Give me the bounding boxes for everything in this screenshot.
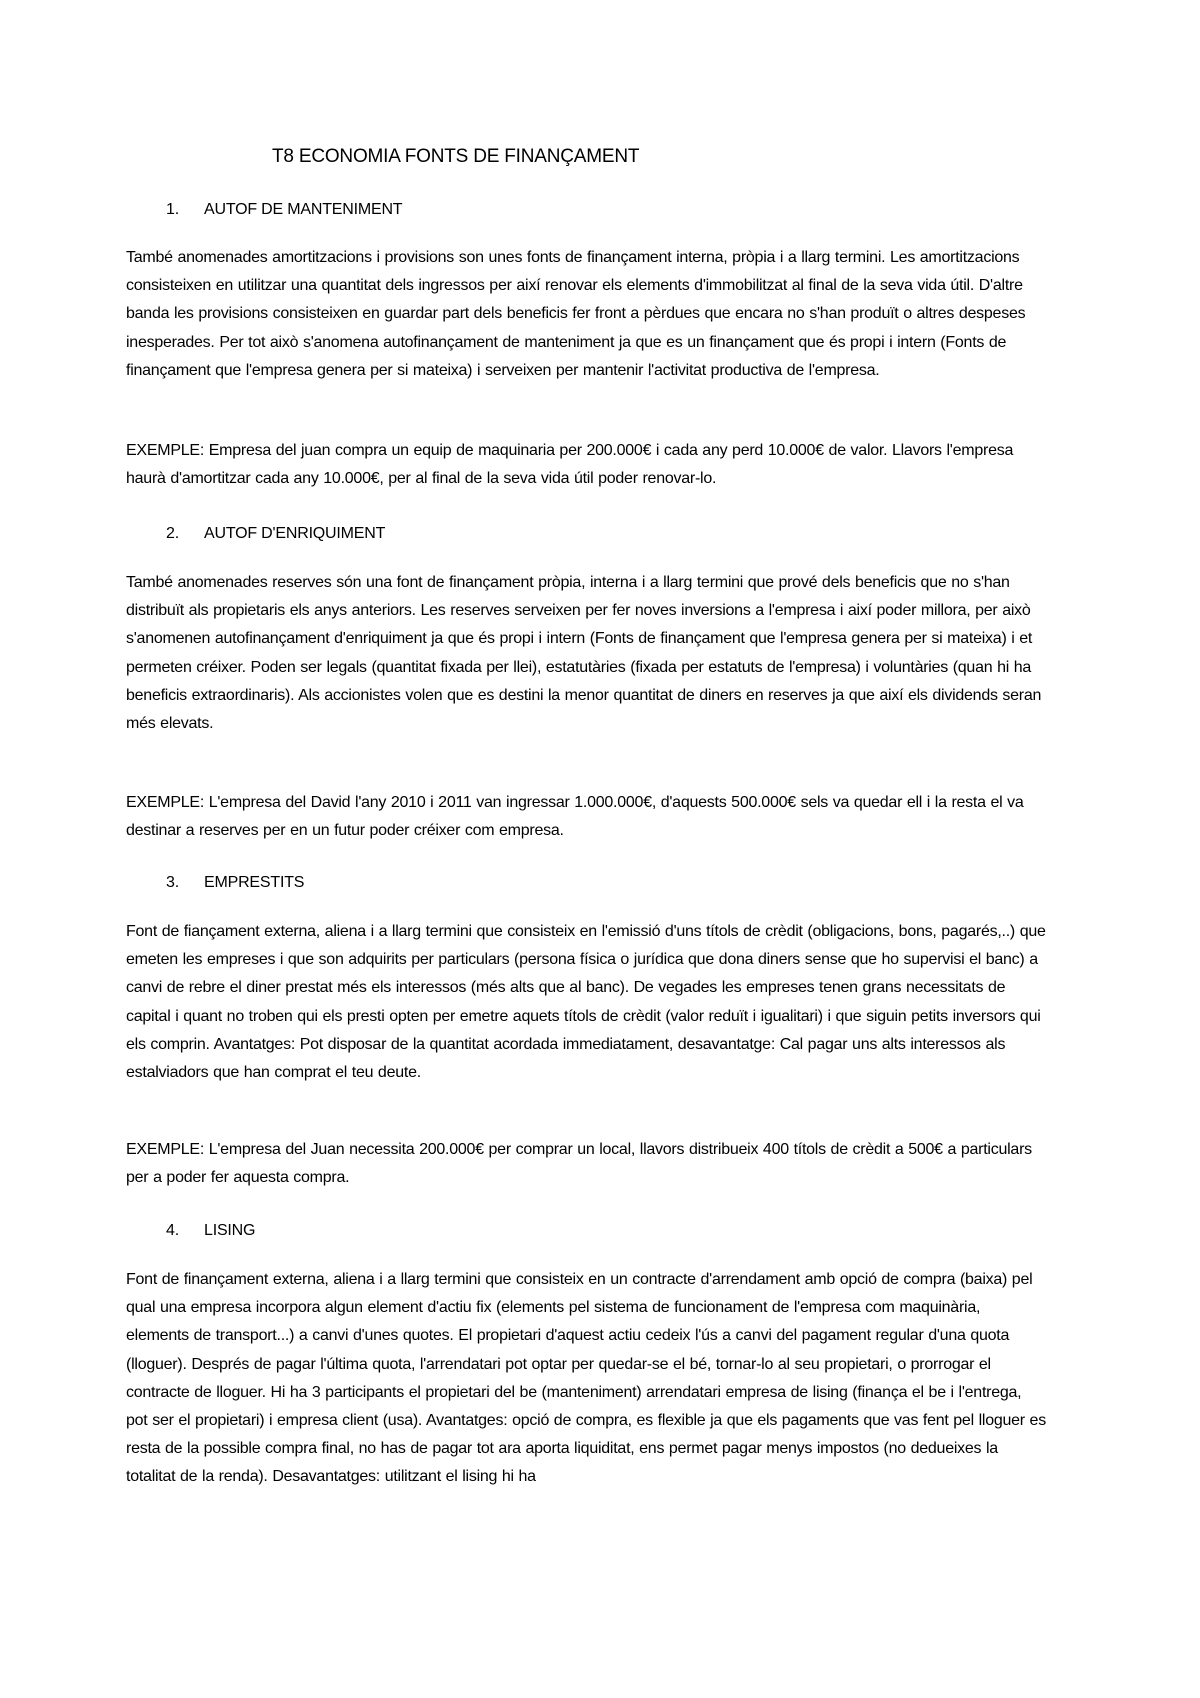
section-heading-text: EMPRESTITS (204, 874, 305, 891)
paragraph: També anomenades amortitzacions i provisions son unes fonts de finançament interna, pròpia i a llarg termini. Les amortitzacions consisteixen en utilitzar una quantitat dels ingressos per així renovar els elements d'immobilitzat al final de la seva vida útil. D'altre banda les provisions consisteixen en guardar part dels beneficis fer front a pèrdues que encara no s'han produït o altres despeses inesperades. Per tot això s'anomena autofinançament de manteniment ja que es un finançament que és propi i intern (Fonts de finançament que l'empresa genera per si mateixa) i serveixen per mantenir l'activitat productiva de l'empresa. (126, 249, 1026, 379)
paragraph: També anomenades reserves són una font de finançament pròpia, interna i a llarg termini que prové dels beneficis que no s'han distribuït als propietaris els anys anteriors. Les reserves serveixen per fer noves inversions a l'empresa i així poder millora, per això s'anomenen autofinançament d'enriquiment ja que és propi i intern (Fonts de finançament que l'empresa genera per si mateixa) i et permeten créixer. Poden ser legals (quantitat fixada per llei), estatutàries (fixada per estatuts de l'empresa) i voluntàries (quan hi ha beneficis extraordinaris). Als accionistes volen que es destini la menor quantitat de diners en reserves ja que així els dividends seran més elevats. (126, 574, 1042, 733)
section-heading-text: AUTOF D'ENRIQUIMENT (204, 525, 386, 542)
section-number: 3. (166, 874, 179, 891)
document-title: T8 ECONOMIA FONTS DE FINANÇAMENT (272, 146, 640, 167)
section-heading-2 (166, 525, 385, 543)
paragraph: Font de finançament externa, aliena i a llarg termini que consisteix en un contracte d'arrendament amb opció de compra (baixa) pel qual una empresa incorpora algun element d'actiu fix (elements pel sistema de funcionament de l'empresa com maquinària, elements de transport...) a canvi d'unes quotes. El propietari d'aquest actiu cedeix l'ús a canvi del pagament regular d'una quota (lloguer). Després de pagar l'última quota, l'arrendatari pot optar per quedar-se el bé, tornar-lo al seu propietari, o prorrogar el contracte de lloguer. Hi ha 3 participants el propietari del be (manteniment) arrendatari empresa de lising (finança el be i l'entrega, pot ser el propietari) i empresa client (usa). Avantatges: opció de compra, es flexible ja que els pagaments que vas fent pel lloguer es resta de la possible compra final, no has de pagar tot ara aporta liquiditat, ens permet pagar menys impostos (no dedueixes la totalitat de la renda). Desavantatges: utilitzant el lising hi ha (126, 1271, 1046, 1486)
section-number: 1. (166, 201, 179, 218)
example-paragraph: EXEMPLE: L'empresa del David l'any 2010 i 2011 van ingressar 1.000.000€, d'aquests 500.000€ sels va quedar ell i la resta el va destinar a reserves per en un futur poder créixer com empresa. (126, 794, 1024, 840)
section-number: 2. (166, 525, 179, 542)
example-paragraph: EXEMPLE: Empresa del juan compra un equip de maquinaria per 200.000€ i cada any perd 10.000€ de valor. Llavors l'empresa haurà d'amortitzar cada any 10.000€, per al final de la seva vida útil poder renovar-lo. (126, 442, 1014, 488)
example-paragraph: EXEMPLE: L'empresa del Juan necessita 200.000€ per comprar un local, llavors distribueix 400 títols de crèdit a 500€ a particulars per a poder fer aquesta compra. (126, 1141, 1032, 1187)
section-number: 4. (166, 1222, 179, 1239)
section-heading-4 (166, 1222, 255, 1240)
paragraph: Font de fiançament externa, aliena i a llarg termini que consisteix en l'emissió d'uns títols de crèdit (obligacions, bons, pagarés,..) que emeten les empreses i que son adquirits per particulars (persona física o jurídica que dona diners sense que ho supervisi el banc) a canvi de rebre el diner prestat més els interessos (més alts que al banc). De vegades les empreses tenen grans necessitats de capital i quant no troben qui els presti opten per emetre aquets títols de crèdit (valor reduït i igualitari) i que siguin petits inversors qui els comprin. Avantatges: Pot disposar de la quantitat acordada immediatament, desavantatge: Cal pagar uns alts interessos als estalviadors que han comprat el teu deute. (126, 923, 1046, 1082)
section-heading-text: AUTOF DE MANTENIMENT (204, 201, 403, 218)
section-heading-text: LISING (204, 1222, 256, 1239)
section-heading-1 (166, 201, 402, 219)
section-heading-3 (166, 874, 304, 892)
